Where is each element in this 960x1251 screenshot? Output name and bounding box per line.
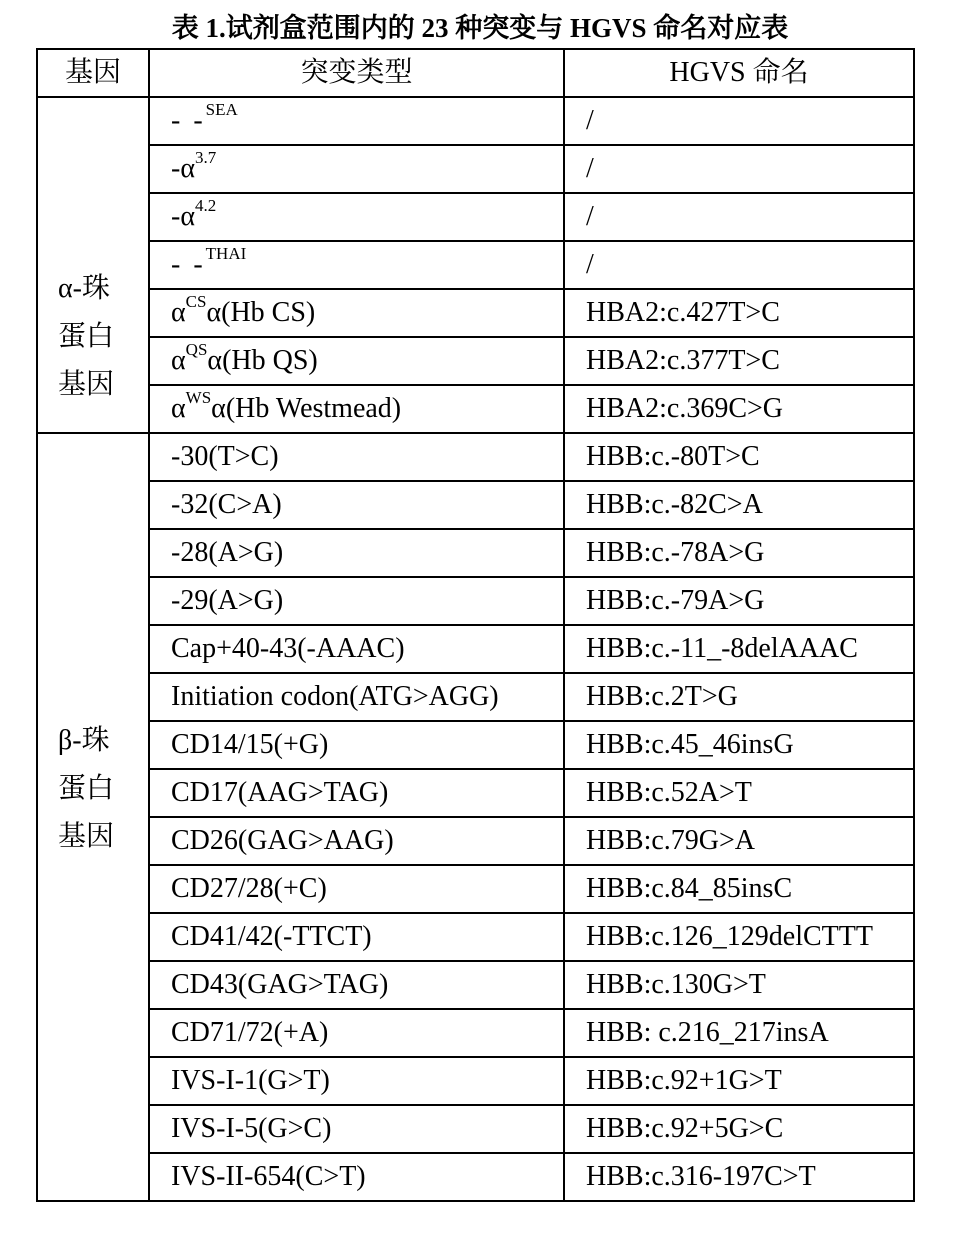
mutation-type-cell (149, 289, 564, 337)
gene-label-line: 蛋白 (58, 773, 115, 804)
mutation-superscript: CS (185, 291, 207, 311)
gene-beta-globin (37, 433, 149, 1201)
table-body (37, 97, 914, 1201)
mutation-base: -α (171, 153, 195, 184)
mutation-type-cell: CD41/42(-TTCT) (149, 913, 564, 961)
gene-label-line: α-珠 (58, 273, 110, 304)
hgvs-name-cell: HBB:c.-78A>G (564, 529, 914, 577)
mutation-tail: α(Hb QS) (207, 345, 318, 376)
hgvs-name-cell: HBB:c.79G>A (564, 817, 914, 865)
mutation-type-cell: CD26(GAG>AAG) (149, 817, 564, 865)
hgvs-name-cell: / (564, 97, 914, 145)
hgvs-name-cell: HBB:c.-82C>A (564, 481, 914, 529)
hgvs-name-cell: HBB:c.2T>G (564, 673, 914, 721)
mutation-base: - - (171, 105, 206, 136)
table-row (37, 721, 914, 769)
mutation-type-cell: CD27/28(+C) (149, 865, 564, 913)
mutation-base: -α (171, 201, 195, 232)
table-row (37, 913, 914, 961)
table-row (37, 1009, 914, 1057)
hgvs-name-cell: HBB:c.84_85insC (564, 865, 914, 913)
mutation-superscript: 4.2 (195, 195, 217, 215)
mutation-type-cell (149, 385, 564, 433)
mutation-type-cell: -32(C>A) (149, 481, 564, 529)
mutation-base: α (171, 393, 186, 424)
hgvs-name-cell: HBA2:c.427T>C (564, 289, 914, 337)
mutation-base: α (171, 297, 186, 328)
header-row (37, 49, 914, 97)
mutation-type-cell (149, 145, 564, 193)
table-row (37, 337, 914, 385)
table-row (37, 145, 914, 193)
mutation-superscript: THAI (205, 243, 247, 263)
mutation-type-cell: CD17(AAG>TAG) (149, 769, 564, 817)
gene-label-line: 基因 (58, 821, 115, 852)
mutation-type-cell: IVS-II-654(C>T) (149, 1153, 564, 1201)
gene-alpha-globin (37, 97, 149, 433)
mutation-type-cell: CD43(GAG>TAG) (149, 961, 564, 1009)
mutation-base: α (171, 345, 186, 376)
hgvs-name-cell: / (564, 241, 914, 289)
mutation-tail: α(Hb Westmead) (211, 393, 402, 424)
mutation-type-cell: CD71/72(+A) (149, 1009, 564, 1057)
mutation-type-cell (149, 337, 564, 385)
table-row (37, 673, 914, 721)
header-gene: 基因 (37, 49, 149, 97)
hgvs-name-cell: / (564, 193, 914, 241)
header-mutation-type: 突变类型 (149, 49, 564, 97)
table-caption: 表 1.试剂盒范围内的 23 种突变与 HGVS 命名对应表 (171, 13, 789, 43)
gene-label-line: 蛋白 (58, 321, 115, 352)
table-row (37, 241, 914, 289)
hgvs-name-cell: HBA2:c.369C>G (564, 385, 914, 433)
hgvs-name-cell: HBB:c.126_129delCTTT (564, 913, 914, 961)
mutation-superscript: 3.7 (195, 147, 217, 167)
mutation-type-cell: Cap+40-43(-AAAC) (149, 625, 564, 673)
table-row (37, 97, 914, 145)
gene-label-line: 基因 (58, 369, 115, 400)
hgvs-name-cell: HBB:c.92+1G>T (564, 1057, 914, 1105)
mutation-type-cell (149, 193, 564, 241)
header-hgvs-name: HGVS 命名 (564, 49, 914, 97)
table-row (37, 817, 914, 865)
table-row (37, 1153, 914, 1201)
mutation-type-cell: IVS-I-5(G>C) (149, 1105, 564, 1153)
mutation-superscript: QS (185, 339, 208, 359)
mutation-type-cell (149, 97, 564, 145)
table-row (37, 961, 914, 1009)
table-row (37, 1105, 914, 1153)
hgvs-name-cell: HBB:c.45_46insG (564, 721, 914, 769)
mutation-type-cell (149, 241, 564, 289)
table-row (37, 193, 914, 241)
hgvs-name-cell: HBB:c.52A>T (564, 769, 914, 817)
mutation-type-cell: Initiation codon(ATG>AGG) (149, 673, 564, 721)
hgvs-name-cell: HBB:c.130G>T (564, 961, 914, 1009)
hgvs-name-cell: / (564, 145, 914, 193)
mutation-tail: α(Hb CS) (206, 297, 316, 328)
table-row (37, 385, 914, 433)
table-row (37, 577, 914, 625)
mutation-hgvs-table (36, 48, 915, 1202)
mutation-type-cell: IVS-I-1(G>T) (149, 1057, 564, 1105)
mutation-superscript: WS (185, 387, 212, 407)
hgvs-name-cell: HBB:c.-79A>G (564, 577, 914, 625)
gene-label-line: β-珠 (58, 725, 110, 756)
table-row (37, 529, 914, 577)
mutation-base: - - (171, 249, 206, 280)
hgvs-name-cell: HBB:c.-11_-8delAAAC (564, 625, 914, 673)
table-row (37, 769, 914, 817)
hgvs-name-cell: HBB: c.216_217insA (564, 1009, 914, 1057)
table-row (37, 433, 914, 481)
table-row (37, 625, 914, 673)
hgvs-name-cell: HBB:c.-80T>C (564, 433, 914, 481)
hgvs-name-cell: HBB:c.92+5G>C (564, 1105, 914, 1153)
hgvs-name-cell: HBA2:c.377T>C (564, 337, 914, 385)
mutation-type-cell: -29(A>G) (149, 577, 564, 625)
mutation-type-cell: -28(A>G) (149, 529, 564, 577)
table-row (37, 865, 914, 913)
mutation-type-cell: CD14/15(+G) (149, 721, 564, 769)
table-row (37, 481, 914, 529)
hgvs-name-cell: HBB:c.316-197C>T (564, 1153, 914, 1201)
table-row (37, 1057, 914, 1105)
table-row (37, 289, 914, 337)
mutation-type-cell: -30(T>C) (149, 433, 564, 481)
mutation-superscript: SEA (205, 99, 238, 119)
